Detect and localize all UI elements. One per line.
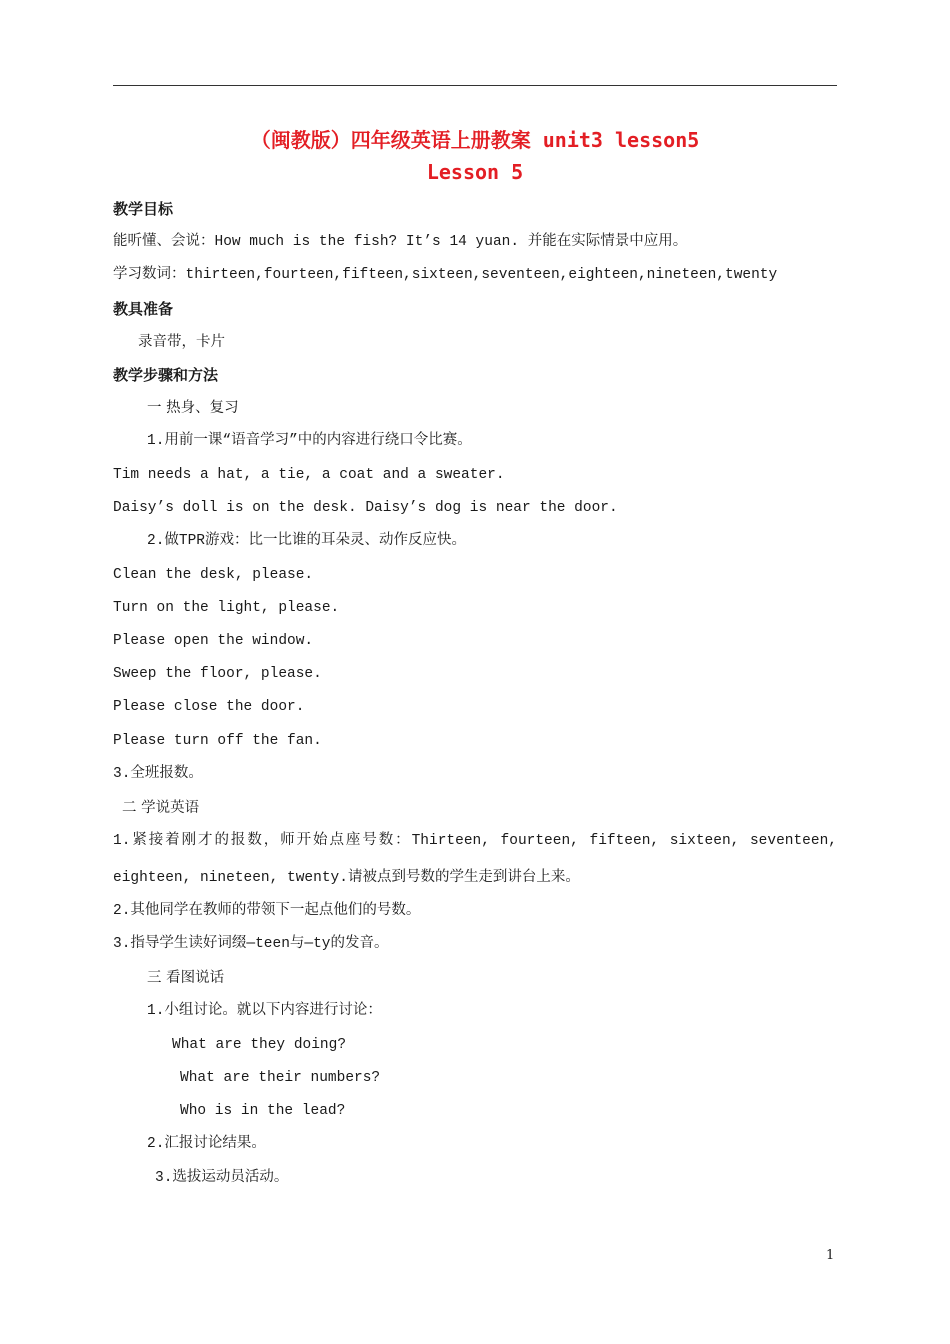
step-item: 3.全班报数。	[113, 766, 203, 782]
objective-text: 能听懂、会说：How much is the fish? It’s 14 yuan. 并能在实际情景中应用。	[113, 234, 688, 250]
tpr-command: Please turn off the fan.	[113, 733, 322, 749]
step-item-continued: eighteen, nineteen, twenty.请被点到号数的学生走到讲台上来。	[113, 870, 580, 886]
document-title: （闽教版）四年级英语上册教案 unit3 lesson5	[250, 128, 700, 152]
step-heading-warmup: 一 热身、复习	[147, 400, 239, 416]
tpr-command: Please close the door.	[113, 699, 305, 715]
step-item: 2.其他同学在教师的带领下一起点他们的号数。	[113, 903, 421, 919]
tpr-command: Clean the desk, please.	[113, 567, 314, 583]
step-item: 2.做TPR游戏：比一比谁的耳朵灵、动作反应快。	[147, 533, 467, 549]
tongue-twister: Tim needs a hat, a tie, a coat and a sweater.	[113, 467, 505, 483]
step-item: 3.指导学生读好词缀—teen与—ty的发音。	[113, 936, 389, 952]
numbers-text: 学习数词：thirteen,fourteen,fifteen,sixteen,seventeen,eighteen,nineteen,twenty	[113, 267, 778, 283]
tpr-command: Please open the window.	[113, 633, 314, 649]
section-heading-objectives: 教学目标	[113, 200, 174, 218]
step-heading-picture: 三 看图说话	[147, 970, 225, 986]
lesson-title: Lesson 5	[426, 160, 524, 184]
step-item: 3.选拔运动员活动。	[155, 1170, 289, 1186]
header-rule	[113, 85, 837, 86]
section-heading-materials: 教具准备	[113, 300, 174, 318]
discussion-question: What are their numbers?	[180, 1070, 381, 1086]
page-number: 1	[826, 1248, 835, 1263]
discussion-question: What are they doing?	[172, 1037, 347, 1053]
section-heading-steps: 教学步骤和方法	[113, 366, 219, 384]
tongue-twister: Daisy’s doll is on the desk. Daisy’s dog is near the door.	[113, 500, 618, 516]
tpr-command: Sweep the floor, please.	[113, 666, 322, 682]
step-item: 1.用前一课“语音学习”中的内容进行绕口令比赛。	[147, 433, 472, 449]
step-heading-learn: 二 学说英语	[122, 800, 200, 816]
tpr-command: Turn on the light, please.	[113, 600, 340, 616]
discussion-question: Who is in the lead?	[180, 1103, 346, 1119]
step-item: 2.汇报讨论结果。	[147, 1136, 266, 1152]
materials-text: 录音带，卡片	[138, 334, 225, 350]
step-item: 1.紧接着刚才的报数，师开始点座号数：Thirteen, fourteen, fifteen, sixteen, seventeen,	[113, 833, 837, 849]
step-item: 1.小组讨论。就以下内容进行讨论：	[147, 1003, 382, 1019]
